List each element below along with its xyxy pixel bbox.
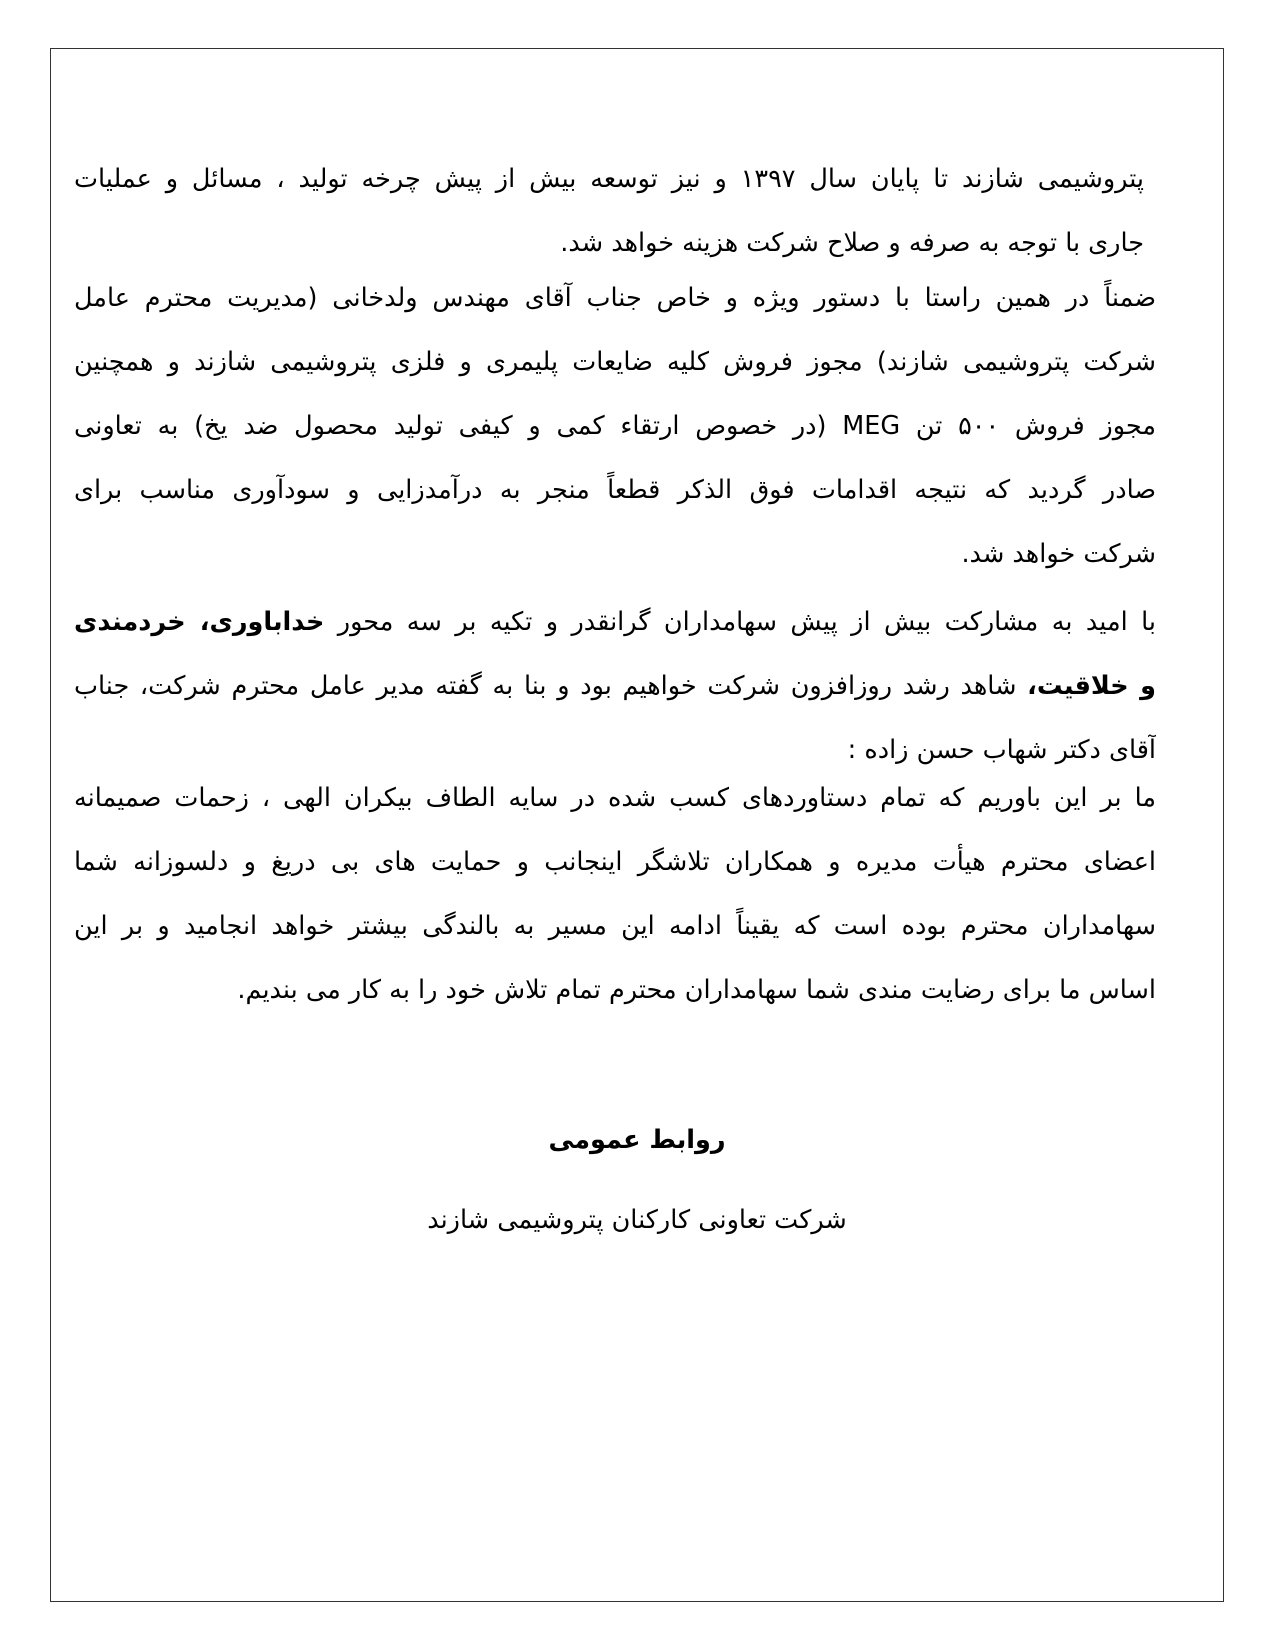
signature-title: روابط عمومی: [548, 1125, 726, 1155]
paragraph-line: صادر گردید که نتیجه اقدامات فوق الذکر قطعاً منجر به درآمدزایی و سودآوری مناسب برای: [74, 475, 1156, 505]
bold-text-run: خداباوری، خردمندی: [74, 607, 325, 637]
paragraph-line: پتروشیمی شازند تا پایان سال ۱۳۹۷ و نیز توسعه بیش از پیش چرخه تولید ، مسائل و عملیات: [74, 164, 1144, 194]
signature-organization: شرکت تعاونی کارکنان پتروشیمی شازند: [427, 1205, 847, 1235]
text-run: با امید به مشارکت بیش از پیش سهامداران گرانقدر و تکیه بر سه محور: [324, 607, 1156, 637]
paragraph-line: جاری با توجه به صرفه و صلاح شرکت هزینه خواهد شد.: [560, 228, 1144, 258]
paragraph-line: اعضای محترم هیأت مدیره و همکاران تلاشگر اینجانب و حمایت های بی دریغ و دلسوزانه شما: [74, 847, 1156, 877]
paragraph-line: سهامداران محترم بوده است که یقیناً ادامه این مسیر به بالندگی بیشتر خواهد انجامید و بر این: [74, 911, 1156, 941]
paragraph-line: شرکت پتروشیمی شازند) مجوز فروش کلیه ضایعات پلیمری و فلزی پتروشیمی شازند و همچنین: [74, 347, 1156, 377]
paragraph-line: ما بر این باوریم که تمام دستاوردهای کسب شده در سایه الطاف بیکران الهی ، زحمات صمیمانه: [74, 783, 1156, 813]
paragraph-line: آقای دکتر شهاب حسن زاده :: [847, 735, 1156, 765]
paragraph-line: اساس ما برای رضایت مندی شما سهامداران محترم تمام تلاش خود را به کار می بندیم.: [237, 975, 1156, 1005]
paragraph-shareholders-hope: [74, 590, 1156, 782]
paragraph-line: [74, 590, 1156, 654]
bold-text-run: و خلاقیت،: [1027, 671, 1156, 701]
paragraph-ceo-quote: [74, 766, 1156, 1022]
paragraph-line: ضمناً در همین راستا با دستور ویژه و خاص جناب آقای مهندس ولدخانی (مدیریت محترم عامل: [74, 283, 1156, 313]
paragraph-line: شرکت خواهد شد.: [961, 539, 1156, 569]
paragraph-production-cycle: [74, 147, 1156, 275]
paragraph-sales-permit: [74, 266, 1156, 586]
text-run: شاهد رشد روزافزون شرکت خواهیم بود و بنا به گفته مدیر عامل محترم شرکت، جناب: [74, 671, 1028, 701]
paragraph-line: [74, 654, 1156, 718]
paragraph-line: مجوز فروش ۵۰۰ تن MEG (در خصوص ارتقاء کمی و کیفی تولید محصول ضد یخ) به تعاونی: [74, 411, 1156, 441]
